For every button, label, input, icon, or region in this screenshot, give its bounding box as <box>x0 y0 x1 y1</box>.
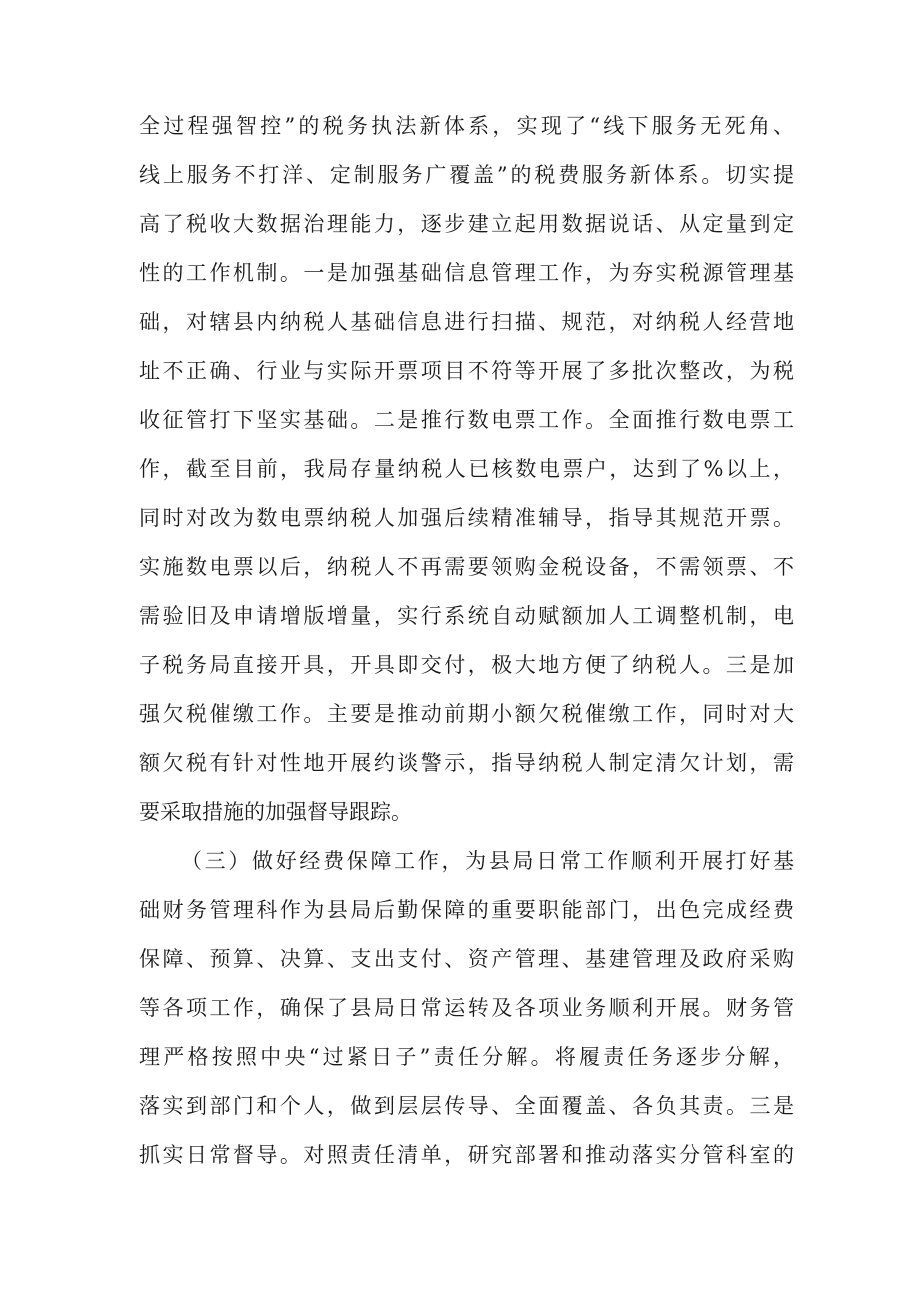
text-line: 础，对辖县内纳税人基础信息进行扫描、规范，对纳税人经营地 <box>139 310 794 334</box>
text-line: 全过程强智控”的税务执法新体系，实现了“线下服务无死角、 <box>139 114 794 138</box>
text-line: 性的工作机制。一是加强基础信息管理工作，为夯实税源管理基 <box>139 261 794 285</box>
text-line: 实施数电票以后，纳税人不再需要领购金税设备，不需领票、不 <box>139 555 794 579</box>
text-line: 额欠税有针对性地开展约谈警示，指导纳税人制定清欠计划，需 <box>139 751 794 775</box>
text-line: 收征管打下坚实基础。二是推行数电票工作。全面推行数电票工 <box>139 408 794 432</box>
text-line: 同时对改为数电票纳税人加强后续精准辅导，指导其规范开票。 <box>139 506 794 530</box>
text-line: 作，截至目前，我局存量纳税人已核数电票户，达到了%以上， <box>139 457 794 481</box>
paragraph <box>139 837 794 1180</box>
text-line: 线上服务不打洋、定制服务广覆盖”的税费服务新体系。切实提 <box>139 163 794 187</box>
text-line: 等各项工作，确保了县局日常运转及各项业务顺利开展。财务管 <box>139 996 794 1020</box>
document-body <box>139 102 794 1180</box>
text-line: 需验旧及申请增版增量，实行系统自动赋额加人工调整机制，电 <box>139 604 794 628</box>
text-line: 理严格按照中央“过紧日子”责任分解。将履责任务逐步分解， <box>139 1045 794 1069</box>
paragraph <box>139 102 794 837</box>
text-line: 子税务局直接开具，开具即交付，极大地方便了纳税人。三是加 <box>139 653 794 677</box>
text-line: 保障、预算、决算、支出支付、资产管理、基建管理及政府采购 <box>139 947 794 971</box>
text-line: 要采取措施的加强督导跟踪。 <box>139 800 412 824</box>
text-line: 址不正确、行业与实际开票项目不符等开展了多批次整改，为税 <box>139 359 794 383</box>
text-line: 础财务管理科作为县局后勤保障的重要职能部门，出色完成经费 <box>139 898 794 922</box>
text-line: 落实到部门和个人，做到层层传导、全面覆盖、各负其责。三是 <box>139 1094 794 1118</box>
text-line: 强欠税催缴工作。主要是推动前期小额欠税催缴工作，同时对大 <box>139 702 794 726</box>
text-line: 抓实日常督导。对照责任清单，研究部署和推动落实分管科室的 <box>139 1143 794 1167</box>
text-line: （三）做好经费保障工作，为县局日常工作顺利开展打好基 <box>181 849 794 873</box>
text-line: 高了税收大数据治理能力，逐步建立起用数据说话、从定量到定 <box>139 212 794 236</box>
